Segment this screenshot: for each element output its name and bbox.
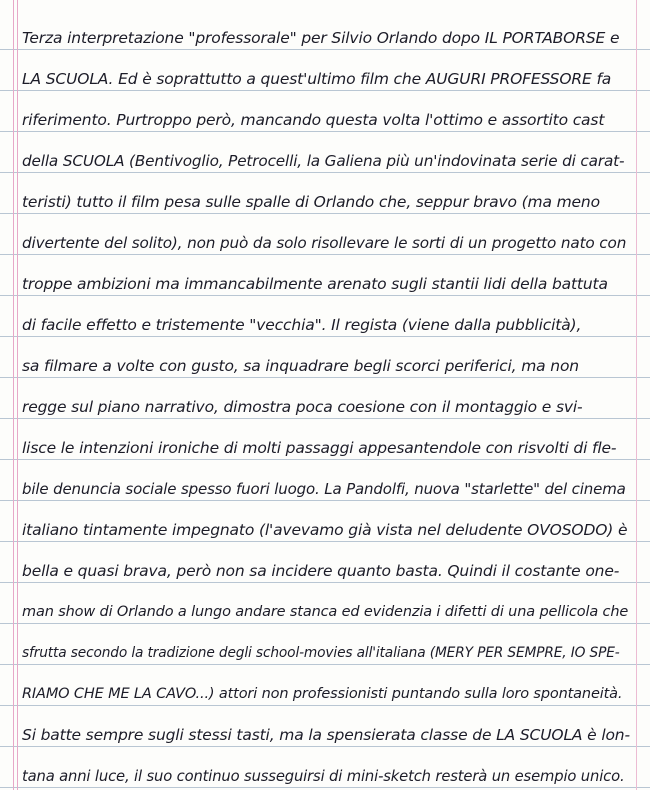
text-line-1: Terza interpretazione "professorale" per Silvio Orlando dopo IL PORTABORSE e xyxy=(22,29,620,47)
text-line-16: sfrutta secondo la tradizione degli school-movies all'italiana (MERY PER SEMPRE, IO SPE- xyxy=(22,645,620,661)
text-line-18: Si batte sempre sugli stessi tasti, ma la spensierata classe de LA SCUOLA è lon- xyxy=(22,726,630,744)
text-line-17: RIAMO CHE ME LA CAVO...) attori non professionisti puntando sulla loro spontaneità. xyxy=(22,686,623,702)
text-line-3: riferimento. Purtroppo però, mancando questa volta l'ottimo e assortito cast xyxy=(22,111,605,129)
text-line-12: bile denuncia sociale spesso fuori luogo. La Pandolfi, nuova "starlette" del cinema xyxy=(22,480,626,498)
text-line-13: italiano tintamente impegnato (l'avevamo già vista nel deludente OVOSODO) è xyxy=(22,521,628,539)
text-line-14: bella e quasi brava, però non sa incidere quanto basta. Quindi il costante one- xyxy=(22,562,620,580)
left-margin-line xyxy=(13,0,14,790)
text-line-11: lisce le intenzioni ironiche di molti passaggi appesantendole con risvolti di fle- xyxy=(22,439,617,457)
text-line-8: di facile effetto e tristemente "vecchia". Il regista (viene dalla pubblicità), xyxy=(22,316,582,334)
text-line-10: regge sul piano narrativo, dimostra poca coesione con il montaggio e svi- xyxy=(22,398,583,416)
text-line-6: divertente del solito), non può da solo risollevare le sorti di un progetto nato con xyxy=(22,234,627,252)
handwritten-review-text xyxy=(22,18,630,790)
text-line-4: della SCUOLA (Bentivoglio, Petrocelli, la Galiena più un'indovinata serie di carat- xyxy=(22,152,625,170)
text-line-5: teristi) tutto il film pesa sulle spalle di Orlando che, seppur bravo (ma meno xyxy=(22,193,600,211)
left-margin-line-inner xyxy=(17,0,18,790)
right-margin-line xyxy=(636,0,637,790)
text-line-7: troppe ambizioni ma immancabilmente arenato sugli stantii lidi della battuta xyxy=(22,275,608,293)
text-line-19: tana anni luce, il suo continuo susseguirsi di mini-sketch resterà un esempio unico. xyxy=(22,768,625,785)
text-line-9: sa filmare a volte con gusto, sa inquadrare begli scorci periferici, ma non xyxy=(22,357,579,375)
text-line-15: man show di Orlando a lungo andare stanca ed evidenzia i difetti di una pellicola che xyxy=(22,604,629,620)
text-line-2: LA SCUOLA. Ed è soprattutto a quest'ultimo film che AUGURI PROFESSORE fa xyxy=(22,70,612,88)
